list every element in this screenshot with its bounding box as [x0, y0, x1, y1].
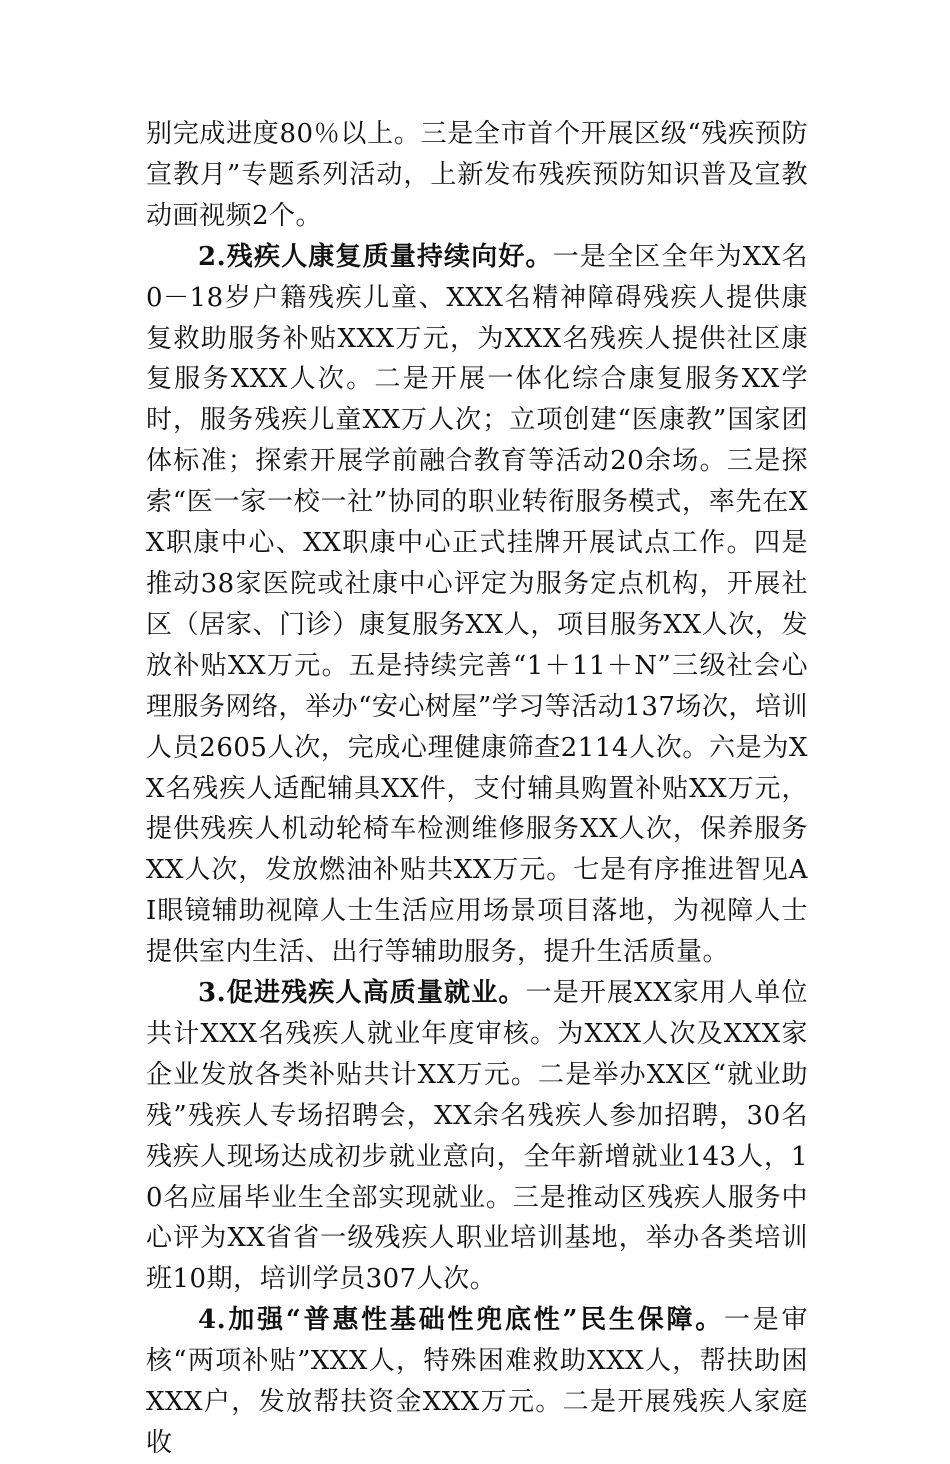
section-heading: 2.残疾人康复质量持续向好。 [198, 241, 553, 272]
paragraph-continuation [146, 114, 808, 237]
paragraph-text: 一是全区全年为XX名0－18岁户籍残疾儿童、XXX名精神障碍残疾人提供康复救助服务补贴XXX万元，为XXX名残疾人提供社区康复服务XXX人次。二是开展一体化综合康复服务XX学时，服务残疾儿童XX万人次；立项创建“医康教”国家团体标准；探索开展学前融合教育等活动20余场。三是探索“医一家一校一社”协同的职业转衔服务模式，率先在XX职康中心、XX职康中心正式挂牌开展试点工作。四是推动38家医院或社康中心评定为服务定点机构，开展社区（居家、门诊）康复服务XX人，项目服务XX人次，发放补贴XX万元。五是持续完善“1＋11＋N”三级社会心理服务网络，举办“安心树屋”学习等活动137场次，培训人员2605人次，完成心理健康筛查2114人次。六是为XX名残疾人适配辅具XX件，支付辅具购置补贴XX万元，提供残疾人机动轮椅车检测维修服务XX人次，保养服务XX人次，发放燃油补贴共XX万元。七是有序推进智见AI眼镜辅助视障人士生活应用场景项目落地，为视障人士提供室内生活、出行等辅助服务，提升生活质量。 [146, 241, 808, 968]
paragraph-text: 别完成进度80％以上。三是全市首个开展区级“残疾预防宣教月”专题系列活动，上新发布残疾预防知识普及宣教动画视频2个。 [146, 119, 808, 231]
paragraph-employment [146, 973, 808, 1300]
section-heading: 3.促进残疾人高质量就业。 [198, 978, 526, 1009]
document-body [146, 114, 808, 1464]
paragraph-rehabilitation [146, 237, 808, 973]
paragraph-text: 一是审核“两项补贴”XXX人，特殊困难救助XXX人，帮扶助困XXX户，发放帮扶资金XXX万元。二是开展残疾人家庭收 [146, 1305, 808, 1458]
paragraph-text: 一是开展XX家用人单位共计XXX名残疾人就业年度审核。为XXX人次及XXX家企业发放各类补贴共计XX万元。二是举办XX区“就业助残”残疾人专场招聘会，XX余名残疾人参加招聘，30名残疾人现场达成初步就业意向，全年新增就业143人，10名应届毕业生全部实现就业。三是推动区残疾人服务中心评为XX省省一级残疾人职业培训基地，举办各类培训班10期，培训学员307人次。 [146, 978, 808, 1295]
paragraph-livelihood [146, 1300, 808, 1464]
section-heading: 4.加强“普惠性基础性兜底性”民生保障。 [198, 1305, 724, 1336]
